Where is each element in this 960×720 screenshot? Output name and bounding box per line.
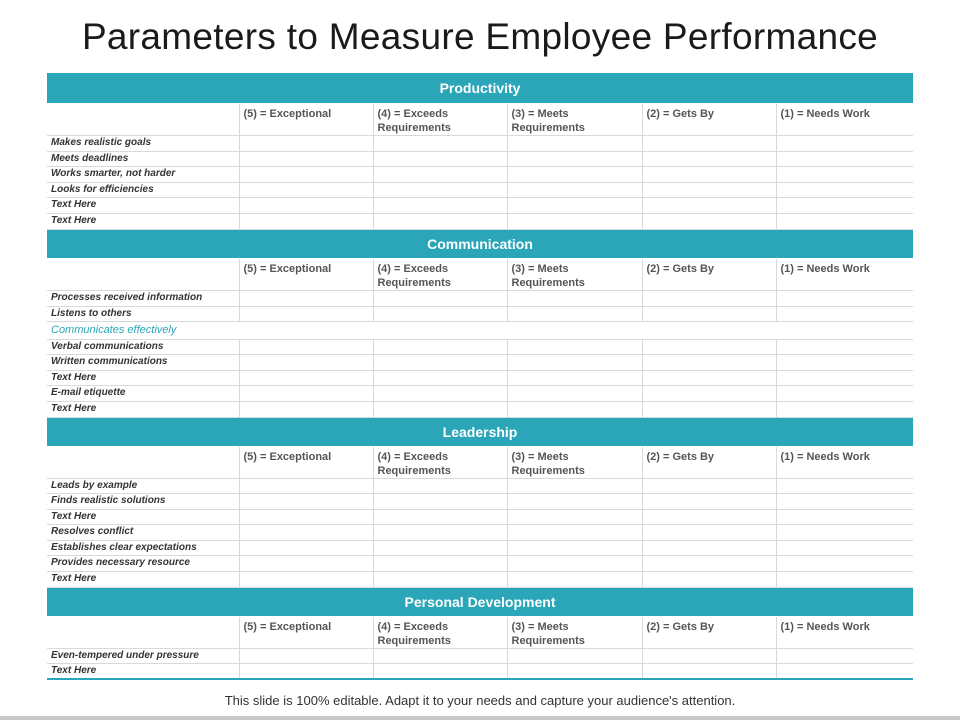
table-row bbox=[47, 540, 913, 555]
rating-cell[interactable] bbox=[507, 354, 642, 370]
table-row bbox=[47, 385, 913, 401]
blank-cell bbox=[47, 616, 239, 648]
criterion-label: Resolves conflict bbox=[47, 524, 239, 540]
rating-cell[interactable] bbox=[642, 571, 776, 587]
table-row bbox=[47, 571, 913, 587]
section-header-communication bbox=[47, 229, 913, 258]
scale-row bbox=[47, 258, 913, 290]
criterion-label: Looks for efficiencies bbox=[47, 182, 239, 197]
table-row bbox=[47, 135, 913, 151]
rating-cell[interactable] bbox=[373, 370, 507, 385]
rating-cell[interactable] bbox=[776, 354, 913, 370]
page-title: Parameters to Measure Employee Performance bbox=[81, 16, 879, 57]
rating-cell[interactable] bbox=[776, 524, 913, 540]
rating-cell[interactable] bbox=[642, 339, 776, 354]
criterion-label: Text Here bbox=[47, 571, 239, 587]
rating-cell[interactable] bbox=[776, 370, 913, 385]
rating-cell[interactable] bbox=[776, 135, 913, 151]
rating-cell[interactable] bbox=[642, 385, 776, 401]
rating-cell[interactable] bbox=[776, 213, 913, 229]
section-title: Productivity bbox=[47, 73, 913, 103]
table-row bbox=[47, 648, 913, 663]
rating-cell[interactable] bbox=[373, 354, 507, 370]
table-row bbox=[47, 290, 913, 306]
rating-cell[interactable] bbox=[642, 306, 776, 321]
performance-table bbox=[47, 73, 913, 680]
rating-cell[interactable] bbox=[776, 385, 913, 401]
rating-cell[interactable] bbox=[776, 151, 913, 166]
rating-cell[interactable] bbox=[776, 509, 913, 524]
rating-cell[interactable] bbox=[776, 478, 913, 493]
rating-cell[interactable] bbox=[776, 306, 913, 321]
rating-cell[interactable] bbox=[642, 555, 776, 571]
table-row bbox=[47, 213, 913, 229]
blank-cell bbox=[47, 103, 239, 135]
rating-cell[interactable] bbox=[642, 151, 776, 166]
scale-2-label: (2) = Gets By bbox=[642, 103, 776, 135]
criterion-label: Finds realistic solutions bbox=[47, 493, 239, 509]
subsection-title: Communicates effectively bbox=[47, 321, 913, 339]
rating-cell[interactable] bbox=[239, 135, 373, 151]
criterion-label: Meets deadlines bbox=[47, 151, 239, 166]
rating-cell[interactable] bbox=[373, 478, 507, 493]
rating-cell[interactable] bbox=[507, 213, 642, 229]
rating-cell[interactable] bbox=[239, 306, 373, 321]
scale-2-label: (2) = Gets By bbox=[642, 616, 776, 648]
table-row bbox=[47, 478, 913, 493]
scale-1-label: (1) = Needs Work bbox=[776, 616, 913, 648]
rating-cell[interactable] bbox=[373, 555, 507, 571]
rating-cell[interactable] bbox=[239, 290, 373, 306]
rating-cell[interactable] bbox=[507, 306, 642, 321]
criterion-label: Text Here bbox=[47, 197, 239, 213]
rating-cell[interactable] bbox=[776, 197, 913, 213]
table-row bbox=[47, 370, 913, 385]
rating-cell[interactable] bbox=[373, 166, 507, 182]
criterion-label: Listens to others bbox=[47, 306, 239, 321]
scale-5-label: (5) = Exceptional bbox=[239, 446, 373, 478]
rating-cell[interactable] bbox=[776, 493, 913, 509]
table-row bbox=[47, 166, 913, 182]
table-row bbox=[47, 151, 913, 166]
rating-cell[interactable] bbox=[239, 385, 373, 401]
rating-cell[interactable] bbox=[507, 166, 642, 182]
rating-cell[interactable] bbox=[507, 370, 642, 385]
table-row bbox=[47, 493, 913, 509]
rating-cell[interactable] bbox=[239, 555, 373, 571]
rating-cell[interactable] bbox=[373, 663, 507, 679]
rating-cell[interactable] bbox=[776, 540, 913, 555]
rating-cell[interactable] bbox=[507, 493, 642, 509]
scale-3-label: (3) = Meets Requirements bbox=[507, 446, 642, 478]
criterion-label: Text Here bbox=[47, 509, 239, 524]
blank-cell bbox=[47, 446, 239, 478]
bottom-border bbox=[0, 716, 960, 720]
scale-5-label: (5) = Exceptional bbox=[239, 616, 373, 648]
rating-cell[interactable] bbox=[642, 478, 776, 493]
rating-cell[interactable] bbox=[642, 354, 776, 370]
rating-cell[interactable] bbox=[373, 509, 507, 524]
rating-cell[interactable] bbox=[642, 524, 776, 540]
rating-cell[interactable] bbox=[642, 509, 776, 524]
rating-cell[interactable] bbox=[239, 401, 373, 417]
rating-cell[interactable] bbox=[776, 290, 913, 306]
scale-1-label: (1) = Needs Work bbox=[776, 258, 913, 290]
rating-cell[interactable] bbox=[239, 524, 373, 540]
rating-cell[interactable] bbox=[507, 571, 642, 587]
table-row bbox=[47, 663, 913, 679]
section-title: Communication bbox=[47, 229, 913, 258]
rating-cell[interactable] bbox=[239, 478, 373, 493]
rating-cell[interactable] bbox=[239, 571, 373, 587]
scale-4-label: (4) = Exceeds Requirements bbox=[373, 446, 507, 478]
rating-cell[interactable] bbox=[373, 401, 507, 417]
table-row bbox=[47, 354, 913, 370]
table-row bbox=[47, 401, 913, 417]
table-row bbox=[47, 182, 913, 197]
rating-cell[interactable] bbox=[642, 135, 776, 151]
rating-cell[interactable] bbox=[642, 197, 776, 213]
rating-cell[interactable] bbox=[239, 648, 373, 663]
rating-cell[interactable] bbox=[776, 339, 913, 354]
rating-cell[interactable] bbox=[239, 370, 373, 385]
scale-row bbox=[47, 103, 913, 135]
scale-4-label: (4) = Exceeds Requirements bbox=[373, 616, 507, 648]
rating-cell[interactable] bbox=[642, 540, 776, 555]
table-row bbox=[47, 197, 913, 213]
scale-1-label: (1) = Needs Work bbox=[776, 446, 913, 478]
rating-cell[interactable] bbox=[642, 648, 776, 663]
section-title: Personal Development bbox=[47, 587, 913, 616]
rating-cell[interactable] bbox=[373, 197, 507, 213]
criterion-label: Written communications bbox=[47, 354, 239, 370]
scale-4-label: (4) = Exceeds Requirements bbox=[373, 258, 507, 290]
rating-cell[interactable] bbox=[373, 385, 507, 401]
rating-cell[interactable] bbox=[507, 648, 642, 663]
criterion-label: Text Here bbox=[47, 370, 239, 385]
rating-cell[interactable] bbox=[239, 339, 373, 354]
section-header-productivity bbox=[47, 73, 913, 103]
rating-cell[interactable] bbox=[239, 493, 373, 509]
rating-cell[interactable] bbox=[373, 571, 507, 587]
criterion-label: Even-tempered under pressure bbox=[47, 648, 239, 663]
rating-cell[interactable] bbox=[507, 385, 642, 401]
rating-cell[interactable] bbox=[776, 648, 913, 663]
scale-row bbox=[47, 446, 913, 478]
criterion-label: Text Here bbox=[47, 663, 239, 679]
rating-cell[interactable] bbox=[373, 493, 507, 509]
rating-cell[interactable] bbox=[642, 663, 776, 679]
rating-cell[interactable] bbox=[373, 213, 507, 229]
rating-cell[interactable] bbox=[373, 182, 507, 197]
rating-cell[interactable] bbox=[507, 135, 642, 151]
rating-cell[interactable] bbox=[642, 401, 776, 417]
scale-row bbox=[47, 616, 913, 648]
rating-cell[interactable] bbox=[239, 354, 373, 370]
rating-cell[interactable] bbox=[239, 213, 373, 229]
rating-cell[interactable] bbox=[776, 166, 913, 182]
footer-note: This slide is 100% editable. Adapt it to your needs and capture your audience's attention. bbox=[224, 693, 736, 708]
rating-cell[interactable] bbox=[373, 290, 507, 306]
rating-cell[interactable] bbox=[776, 555, 913, 571]
rating-cell[interactable] bbox=[239, 197, 373, 213]
rating-cell[interactable] bbox=[507, 509, 642, 524]
scale-2-label: (2) = Gets By bbox=[642, 446, 776, 478]
rating-cell[interactable] bbox=[642, 290, 776, 306]
table-row bbox=[47, 306, 913, 321]
rating-cell[interactable] bbox=[642, 213, 776, 229]
table-row bbox=[47, 524, 913, 540]
rating-cell[interactable] bbox=[642, 370, 776, 385]
rating-cell[interactable] bbox=[507, 339, 642, 354]
rating-cell[interactable] bbox=[507, 524, 642, 540]
rating-cell[interactable] bbox=[373, 540, 507, 555]
rating-cell[interactable] bbox=[776, 571, 913, 587]
rating-cell[interactable] bbox=[507, 663, 642, 679]
scale-4-label: (4) = Exceeds Requirements bbox=[373, 103, 507, 135]
criterion-label: Processes received information bbox=[47, 290, 239, 306]
rating-cell[interactable] bbox=[776, 663, 913, 679]
scale-3-label: (3) = Meets Requirements bbox=[507, 616, 642, 648]
rating-cell[interactable] bbox=[373, 151, 507, 166]
rating-cell[interactable] bbox=[239, 509, 373, 524]
rating-cell[interactable] bbox=[642, 493, 776, 509]
scale-3-label: (3) = Meets Requirements bbox=[507, 258, 642, 290]
scale-2-label: (2) = Gets By bbox=[642, 258, 776, 290]
rating-cell[interactable] bbox=[507, 151, 642, 166]
rating-cell[interactable] bbox=[373, 648, 507, 663]
criterion-label: Leads by example bbox=[47, 478, 239, 493]
section-title: Leadership bbox=[47, 417, 913, 446]
rating-cell[interactable] bbox=[373, 306, 507, 321]
section-header-personal-development bbox=[47, 587, 913, 616]
section-header-leadership bbox=[47, 417, 913, 446]
scale-3-label: (3) = Meets Requirements bbox=[507, 103, 642, 135]
blank-cell bbox=[47, 258, 239, 290]
rating-cell[interactable] bbox=[507, 290, 642, 306]
subsection-header bbox=[47, 321, 913, 339]
criterion-label: Text Here bbox=[47, 213, 239, 229]
rating-cell[interactable] bbox=[507, 478, 642, 493]
criterion-label: Makes realistic goals bbox=[47, 135, 239, 151]
rating-cell[interactable] bbox=[239, 663, 373, 679]
rating-cell[interactable] bbox=[239, 540, 373, 555]
rating-cell[interactable] bbox=[373, 339, 507, 354]
table-row bbox=[47, 339, 913, 354]
rating-cell[interactable] bbox=[776, 182, 913, 197]
rating-cell[interactable] bbox=[507, 197, 642, 213]
criterion-label: Establishes clear expectations bbox=[47, 540, 239, 555]
rating-cell[interactable] bbox=[507, 401, 642, 417]
rating-cell[interactable] bbox=[507, 555, 642, 571]
scale-1-label: (1) = Needs Work bbox=[776, 103, 913, 135]
table-row bbox=[47, 509, 913, 524]
rating-cell[interactable] bbox=[776, 401, 913, 417]
criterion-label: E-mail etiquette bbox=[47, 385, 239, 401]
rating-cell[interactable] bbox=[239, 166, 373, 182]
criterion-label: Verbal communications bbox=[47, 339, 239, 354]
rating-cell[interactable] bbox=[507, 540, 642, 555]
rating-cell[interactable] bbox=[642, 166, 776, 182]
criterion-label: Text Here bbox=[47, 401, 239, 417]
scale-5-label: (5) = Exceptional bbox=[239, 258, 373, 290]
rating-cell[interactable] bbox=[239, 182, 373, 197]
rating-cell[interactable] bbox=[642, 182, 776, 197]
criterion-label: Provides necessary resource bbox=[47, 555, 239, 571]
table-row bbox=[47, 555, 913, 571]
rating-cell[interactable] bbox=[373, 135, 507, 151]
scale-5-label: (5) = Exceptional bbox=[239, 103, 373, 135]
rating-cell[interactable] bbox=[239, 151, 373, 166]
criterion-label: Works smarter, not harder bbox=[47, 166, 239, 182]
rating-cell[interactable] bbox=[373, 524, 507, 540]
rating-cell[interactable] bbox=[507, 182, 642, 197]
